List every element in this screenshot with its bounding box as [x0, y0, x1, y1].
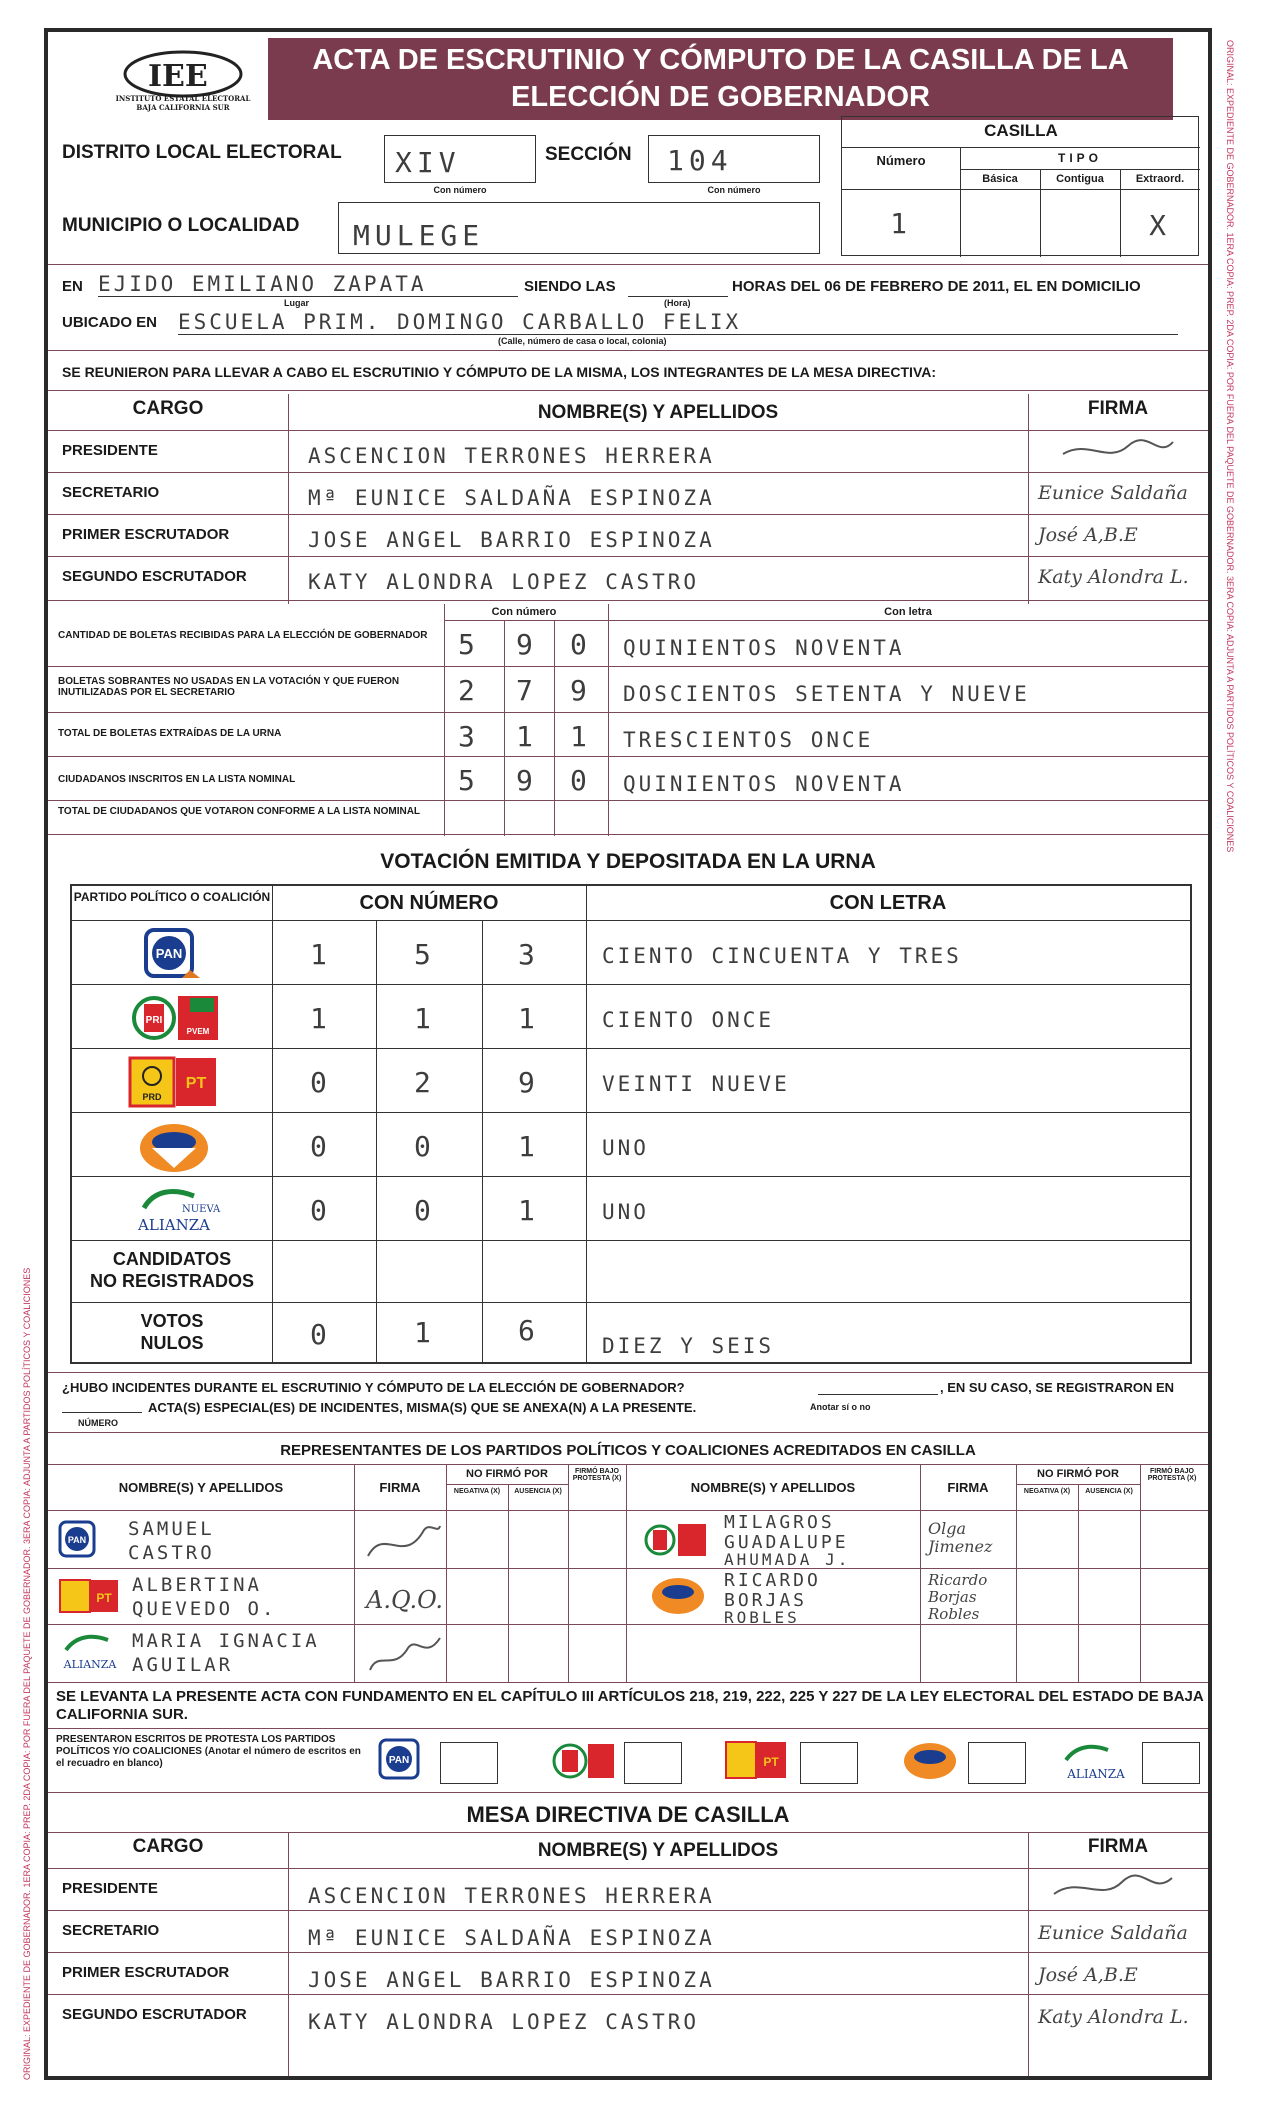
mesa-final-title: MESA DIRECTIVA DE CASILLA	[466, 1802, 790, 1827]
svg-text:IEE: IEE	[148, 59, 208, 94]
rep-signature	[364, 1516, 444, 1566]
rep-nombre-header-left: NOMBRE(S) Y APELLIDOS	[118, 1480, 284, 1495]
mesa-row-cargo: SEGUNDO ESCRUTADOR	[62, 568, 247, 585]
rep-firma[interactable]: Olga Jimenez	[928, 1519, 993, 1556]
casilla-extraord-mark[interactable]: X	[1149, 209, 1171, 242]
boletas-numero-header: Con número	[491, 606, 557, 618]
reunion-text: SE REUNIERON PARA LLEVAR A CABO EL ESCRUTINIO Y CÓMPUTO DE LA MISMA, LOS INTEGRANTES DE LA MESA DIRECTIVA:	[62, 364, 937, 380]
mesa-cargo-header: CARGO	[132, 398, 204, 419]
vote-digit[interactable]: 1	[518, 1130, 540, 1163]
incidentes-numero-field[interactable]	[62, 1412, 142, 1413]
mesa-final-cargo: SEGUNDO ESCRUTADOR	[62, 2006, 247, 2023]
boleta-digit[interactable]: 5	[458, 628, 480, 661]
rep-negativa-header-left: NEGATIVA (X)	[453, 1488, 501, 1495]
mesa-firma-header: FIRMA	[1087, 398, 1149, 419]
vote-digit[interactable]: 0	[310, 1066, 332, 1099]
casilla-contigua-label: Contigua	[1056, 173, 1104, 185]
convergencia-logo-icon	[648, 1574, 708, 1618]
vote-digit[interactable]: 6	[518, 1314, 540, 1347]
protesta-text: PRESENTARON ESCRITOS DE PROTESTA LOS PARTIDOS POLÍTICOS Y/O COALICIONES (Anotar el número de escritos en el recuadro en blanco)	[56, 1734, 361, 1769]
rep-name[interactable]: GUADALUPE	[724, 1532, 849, 1553]
mesa-final-nombre[interactable]: KATY ALONDRA LOPEZ CASTRO	[308, 2010, 700, 2034]
mesa-row-cargo: PRESIDENTE	[62, 442, 158, 459]
nueva-alianza-logo-icon	[1056, 1738, 1136, 1784]
vote-digit[interactable]: 9	[518, 1066, 540, 1099]
signature-mark	[1048, 1870, 1178, 1908]
pan-logo-icon	[58, 1520, 106, 1560]
hora-sub: (Hora)	[664, 298, 691, 308]
title-line-2: ELECCIÓN DE GOBERNADOR	[511, 81, 930, 113]
vote-digit[interactable]: 5	[414, 938, 436, 971]
rep-nofirmo-header-left: NO FIRMÓ POR	[466, 1468, 548, 1480]
pan-logo-icon	[378, 1738, 432, 1784]
vote-letra[interactable]: VEINTI NUEVE	[602, 1072, 790, 1096]
iee-logo	[108, 46, 258, 116]
mesa-final-cargo: PRESIDENTE	[62, 1880, 158, 1897]
rep-ausencia-header-right: AUSENCIA (X)	[1085, 1488, 1133, 1495]
svg-text:NUEVA: NUEVA	[182, 1204, 221, 1215]
rep-name[interactable]: MARIA IGNACIA	[132, 1630, 320, 1652]
vote-digit[interactable]: 1	[310, 938, 332, 971]
institute-name: INSTITUTO ESTATAL ELECTORAL BAJA CALIFORNIA SUR	[115, 94, 251, 112]
boletas-table	[48, 604, 1208, 836]
mesa-row-firma[interactable]: Katy Alondra L.	[1038, 566, 1189, 588]
mesa-row-nombre[interactable]: JOSE ANGEL BARRIO ESPINOZA	[308, 528, 715, 552]
rep-name[interactable]: BORJAS	[724, 1590, 808, 1611]
rep-nombre-header-right: NOMBRE(S) Y APELLIDOS	[690, 1480, 856, 1495]
rep-firma-header-left: FIRMA	[379, 1480, 421, 1495]
boletas-letra-header: Con letra	[884, 606, 932, 618]
boleta-letra[interactable]: DOSCIENTOS SETENTA Y NUEVE	[623, 682, 1030, 706]
mesa-directiva-table	[48, 394, 1208, 604]
boleta-label: TOTAL DE CIUDADANOS QUE VOTARON CONFORME A LA LISTA NOMINAL	[58, 806, 421, 817]
pri-pvem-logo-icon	[132, 990, 222, 1046]
incidentes-question: ¿HUBO INCIDENTES DURANTE EL ESCRUTINIO Y CÓMPUTO DE LA ELECCIÓN DE GOBERNADOR?	[62, 1380, 685, 1395]
pri-pvem-logo-icon	[644, 1518, 708, 1562]
mesa-row-firma[interactable]: Eunice Saldaña	[1038, 482, 1188, 504]
incidentes-answer-field[interactable]	[818, 1394, 938, 1395]
siendo-label: SIENDO LAS	[524, 278, 616, 295]
lugar-sub: Lugar	[284, 298, 310, 308]
ubicado-value[interactable]: ESCUELA PRIM. DOMINGO CARBALLO FELIX	[178, 310, 1178, 335]
vote-letra[interactable]: UNO	[602, 1200, 649, 1224]
candidatos-no-registrados-label: CANDIDATOS NO REGISTRADOS	[89, 1249, 254, 1291]
mesa-nombre-header: NOMBRE(S) Y APELLIDOS	[537, 402, 779, 423]
rep-nofirmo-header-right: NO FIRMÓ POR	[1037, 1468, 1119, 1480]
boleta-digit[interactable]: 9	[570, 674, 592, 707]
vote-digit[interactable]: 0	[310, 1194, 332, 1227]
rep-firma[interactable]: Ricardo Borjas Robles	[928, 1571, 988, 1623]
svg-text:PRI: PRI	[145, 1015, 163, 1026]
casilla-basica-label: Básica	[982, 173, 1018, 185]
mesa-final-firma-header: FIRMA	[1087, 1836, 1149, 1857]
municipio-value: MULEGE	[353, 219, 485, 252]
hora-field[interactable]	[628, 294, 728, 297]
svg-text:PT: PT	[96, 1591, 112, 1605]
rep-name[interactable]: SAMUEL	[128, 1518, 215, 1540]
fundamento-text: SE LEVANTA LA PRESENTE ACTA CON FUNDAMENTO EN EL CAPÍTULO III ARTÍCULOS 218, 219, 222, 225 Y 227 DE LA LEY ELECTORAL DEL ESTADO DE BAJA CALIFORNIA SUR.	[56, 1688, 1204, 1723]
rep-signature	[364, 1630, 444, 1678]
mesa-final-firma[interactable]: Katy Alondra L.	[1038, 2006, 1189, 2028]
protesta-count-box[interactable]	[440, 1742, 498, 1784]
boleta-digit[interactable]: 0	[570, 764, 592, 797]
boleta-label: TOTAL DE BOLETAS EXTRAÍDAS DE LA URNA	[58, 728, 282, 739]
signature-mark	[1058, 434, 1178, 468]
title-line-1: ACTA DE ESCRUTINIO Y CÓMPUTO DE LA CASILLA DE LA	[312, 44, 1129, 76]
boleta-letra[interactable]: QUINIENTOS NOVENTA	[623, 636, 905, 660]
mesa-row-cargo: PRIMER ESCRUTADOR	[62, 526, 230, 543]
boleta-digit[interactable]: 5	[458, 764, 480, 797]
casilla-numero-value[interactable]: 1	[890, 207, 912, 240]
section-value: 104	[667, 144, 733, 177]
mesa-row-cargo: SECRETARIO	[62, 484, 160, 501]
district-value: XIV	[395, 146, 461, 179]
mesa-final-cargo: SECRETARIO	[62, 1922, 160, 1939]
vote-digit[interactable]: 0	[310, 1130, 332, 1163]
mesa-final-firma[interactable]: Eunice Saldaña	[1038, 1922, 1188, 1944]
rep-name[interactable]: ROBLES	[724, 1608, 800, 1624]
mesa-final-nombre[interactable]: JOSE ANGEL BARRIO ESPINOZA	[308, 1968, 715, 1992]
municipio-field[interactable]	[338, 202, 820, 254]
rep-protesta-header-right: FIRMÓ BAJO PROTESTA (X)	[1147, 1468, 1197, 1482]
vote-digit[interactable]: 1	[310, 1002, 332, 1035]
mesa-final-nombre[interactable]: Mª EUNICE SALDAÑA ESPINOZA	[308, 1926, 715, 1950]
svg-text:PAN: PAN	[155, 946, 183, 961]
svg-text:PAN: PAN	[67, 1535, 87, 1545]
protesta-count-box[interactable]	[624, 1742, 682, 1784]
casilla-numero-label: Número	[876, 153, 926, 168]
boleta-letra[interactable]: TRESCIENTOS ONCE	[623, 728, 874, 752]
rep-name[interactable]: QUEVEDO O.	[132, 1598, 277, 1620]
rep-firma-header-right: FIRMA	[947, 1480, 989, 1495]
mesa-row-nombre[interactable]: Mª EUNICE SALDAÑA ESPINOZA	[308, 486, 715, 510]
vote-digit[interactable]: 1	[414, 1316, 436, 1349]
svg-text:PT: PT	[185, 1075, 207, 1092]
vote-letra[interactable]: DIEZ Y SEIS	[602, 1334, 775, 1358]
incidentes-anotar: Anotar sí o no	[810, 1402, 871, 1412]
boleta-letra[interactable]: QUINIENTOS NOVENTA	[623, 772, 905, 796]
rep-name[interactable]: AHUMADA J.	[724, 1550, 851, 1568]
vote-digit[interactable]: 1	[414, 1002, 436, 1035]
representantes-table	[48, 1464, 1208, 1684]
svg-text:ALIANZA: ALIANZA	[1067, 1767, 1125, 1781]
prd-pt-logo-icon	[724, 1738, 790, 1784]
vote-digit[interactable]: 0	[310, 1318, 332, 1351]
acta-title	[268, 38, 1173, 120]
boleta-digit[interactable]: 0	[570, 628, 592, 661]
votacion-table	[70, 884, 1192, 1364]
svg-text:ALIANZA: ALIANZA	[63, 1658, 117, 1671]
vote-letra[interactable]: CIENTO CINCUENTA Y TRES	[602, 944, 962, 968]
boleta-digit[interactable]: 2	[458, 674, 480, 707]
section-field[interactable]	[648, 135, 820, 183]
boleta-label: CANTIDAD DE BOLETAS RECIBIDAS PARA LA ELECCIÓN DE GOBERNADOR	[58, 630, 428, 641]
rep-ausencia-header-left: AUSENCIA (X)	[514, 1488, 562, 1495]
vote-letra[interactable]: CIENTO ONCE	[602, 1008, 775, 1032]
boleta-digit[interactable]: 9	[516, 628, 538, 661]
vote-digit[interactable]: 2	[414, 1066, 436, 1099]
votacion-partido-header: PARTIDO POLÍTICO O COALICIÓN	[73, 890, 271, 904]
district-field[interactable]	[384, 135, 536, 183]
mesa-final-cargo-header: CARGO	[132, 1836, 204, 1857]
vote-digit[interactable]: 0	[414, 1194, 436, 1227]
representantes-title: REPRESENTANTES DE LOS PARTIDOS POLÍTICOS Y COALICIONES ACREDITADOS EN CASILLA	[280, 1442, 976, 1459]
mesa-row-nombre[interactable]: KATY ALONDRA LOPEZ CASTRO	[308, 570, 700, 594]
svg-text:PRD: PRD	[142, 1092, 162, 1102]
casilla-title: CASILLA	[984, 121, 1058, 140]
district-sub: Con número	[433, 185, 487, 195]
vote-digit[interactable]: 3	[518, 938, 540, 971]
ubicado-label: UBICADO EN	[62, 314, 158, 331]
section-label: SECCIÓN	[545, 144, 632, 165]
section-sub: Con número	[707, 185, 761, 195]
rep-name[interactable]: ALBERTINA	[132, 1574, 262, 1596]
vote-letra[interactable]: UNO	[602, 1136, 649, 1160]
rep-firma[interactable]: A.Q.O.	[366, 1586, 443, 1614]
votacion-title: VOTACIÓN EMITIDA Y DEPOSITADA EN LA URNA	[380, 850, 876, 873]
mesa-final-nombre-header: NOMBRE(S) Y APELLIDOS	[537, 1840, 779, 1861]
svg-text:PVEM: PVEM	[186, 1027, 210, 1036]
votacion-numero-header: CON NÚMERO	[359, 892, 499, 914]
boleta-digit[interactable]: 3	[458, 720, 480, 753]
rep-negativa-header-right: NEGATIVA (X)	[1023, 1488, 1071, 1495]
votacion-letra-header: CON LETRA	[829, 892, 947, 914]
mesa-row-firma[interactable]: José A,B.E	[1038, 524, 1138, 546]
casilla-box	[841, 116, 1199, 256]
district-label: DISTRITO LOCAL ELECTORAL	[62, 142, 342, 163]
prd-pt-logo-icon	[128, 1054, 218, 1110]
rep-protesta-header-left: FIRMÓ BAJO PROTESTA (X)	[572, 1468, 622, 1482]
pri-pvem-logo-icon	[552, 1738, 616, 1784]
side-notice-right: ORIGINAL: EXPEDIENTE DE GOBERNADOR. 1ERA COPIA: PREP. 2DA COPIA: POR FUERA DEL PAQUETE DE GOBERNADOR. 3ERA COPIA: ADJUNTA A PARTIDOS POLÍTICOS Y COALICIONES	[1225, 40, 1235, 853]
acta-form	[44, 28, 1212, 2080]
protesta-count-box[interactable]	[800, 1742, 858, 1784]
boleta-digit[interactable]: 1	[570, 720, 592, 753]
incidentes-numero-label: NÚMERO	[78, 1418, 118, 1428]
convergencia-logo-icon	[134, 1118, 214, 1174]
protesta-count-box[interactable]	[968, 1742, 1026, 1784]
side-notice-left: ORIGINAL: EXPEDIENTE DE GOBERNADOR. 1ERA COPIA: PREP. 2DA COPIA: POR FUERA DEL PAQUETE DE GOBERNADOR. 3ERA COPIA: ADJUNTA A PARTIDOS POLÍTICOS Y COALICIONES	[22, 1267, 32, 2080]
mesa-final-firma[interactable]: José A,B.E	[1038, 1964, 1138, 1986]
mesa-final-cargo: PRIMER ESCRUTADOR	[62, 1964, 230, 1981]
boleta-digit[interactable]: 1	[516, 720, 538, 753]
lugar-value[interactable]: EJIDO EMILIANO ZAPATA	[98, 272, 518, 297]
horas-text: HORAS DEL 06 DE FEBRERO DE 2011, EL EN DOMICILIO	[732, 278, 1141, 295]
prd-pt-logo-icon	[58, 1576, 122, 1616]
casilla-tipo-label: TIPO	[1057, 151, 1102, 165]
svg-text:PAN: PAN	[388, 1755, 410, 1766]
rep-name[interactable]: RICARDO	[724, 1570, 821, 1591]
svg-text:PT: PT	[763, 1755, 779, 1769]
en-label: EN	[62, 278, 83, 295]
nueva-alianza-logo-icon	[124, 1182, 224, 1238]
incidentes-line1b: , EN SU CASO, SE REGISTRARON EN	[940, 1380, 1175, 1395]
mesa-final-nombre[interactable]: ASCENCION TERRONES HERRERA	[308, 1884, 715, 1908]
casilla-extraord-label: Extraord.	[1135, 173, 1185, 185]
boleta-digit[interactable]: 7	[516, 674, 538, 707]
votos-nulos-label: VOTOS NULOS	[140, 1311, 204, 1353]
convergencia-logo-icon	[900, 1738, 960, 1784]
vote-digit[interactable]: 1	[518, 1194, 540, 1227]
rep-name[interactable]: CASTRO	[128, 1542, 215, 1564]
vote-digit[interactable]: 1	[518, 1002, 540, 1035]
boleta-label: CIUDADANOS INSCRITOS EN LA LISTA NOMINAL	[58, 774, 296, 785]
boleta-digit[interactable]: 9	[516, 764, 538, 797]
mesa-row-nombre[interactable]: ASCENCION TERRONES HERRERA	[308, 444, 715, 468]
protesta-count-box[interactable]	[1142, 1742, 1200, 1784]
boleta-label: BOLETAS SOBRANTES NO USADAS EN LA VOTACIÓN Y QUE FUERON INUTILIZADAS POR EL SECRETARIO	[58, 676, 400, 698]
incidentes-line2: ACTA(S) ESPECIAL(ES) DE INCIDENTES, MISMA(S) QUE SE ANEXA(N) A LA PRESENTE.	[148, 1400, 697, 1415]
pan-logo-icon	[142, 926, 206, 982]
ubicado-sub: (Calle, número de casa o local, colonia)	[498, 336, 667, 346]
svg-text:ALIANZA: ALIANZA	[138, 1216, 210, 1234]
vote-digit[interactable]: 0	[414, 1130, 436, 1163]
rep-name[interactable]: AGUILAR	[132, 1654, 234, 1676]
municipio-label: MUNICIPIO O LOCALIDAD	[62, 215, 300, 236]
nueva-alianza-logo-icon	[56, 1630, 126, 1674]
rep-name[interactable]: MILAGROS	[724, 1512, 835, 1533]
mesa-final-table	[48, 1832, 1208, 2076]
